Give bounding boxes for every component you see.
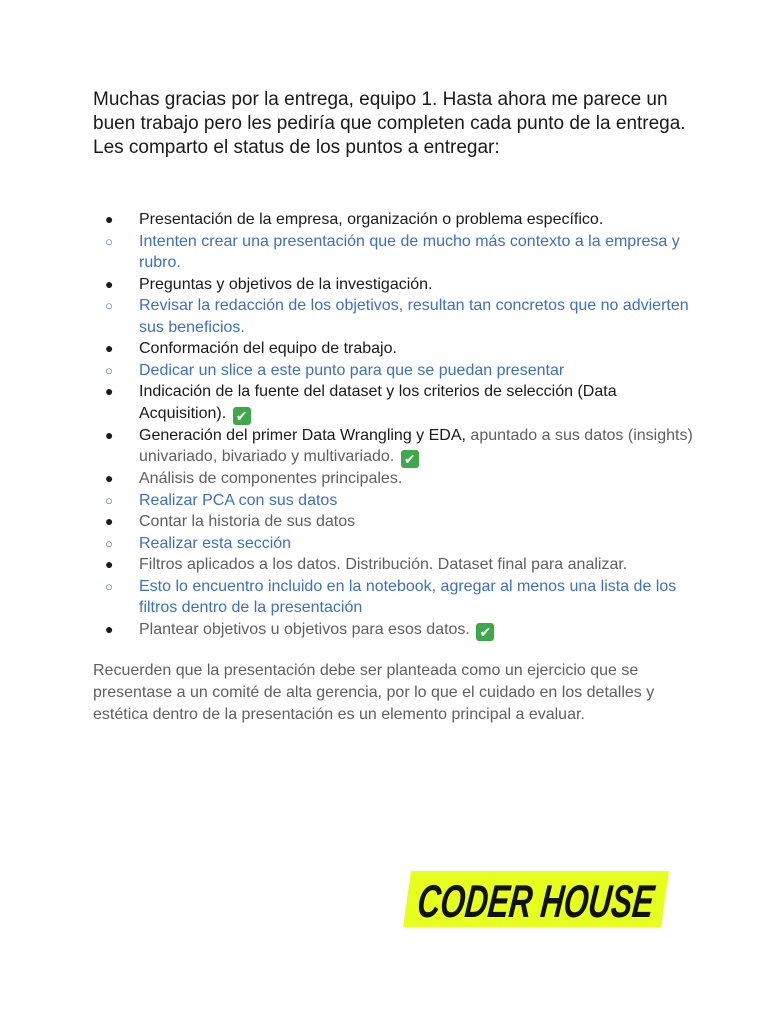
item-text: Generación del primer Data Wrangling y EDA, — [139, 426, 466, 444]
sub-item-text: Revisar la redacción de los objetivos, resultan tan concretos que no advierten sus beneficios. — [139, 297, 689, 336]
closing-paragraph: Recuerden que la presentación debe ser planteada como un ejercicio que se presentase a un comité de alta gerencia, por lo que el cuidado en los detalles y estética dentro de la presentación es un elemento principal a evaluar. — [93, 662, 655, 723]
sub-item-text: Realizar esta sección — [139, 534, 292, 552]
sub-item — [93, 533, 693, 555]
sub-item-text: Dedicar un slice a este punto para que se puedan presentar — [139, 361, 565, 379]
item-text-continued: apuntado a sus datos (insights) univariado, bivariado y multivariado. — [139, 426, 693, 465]
circle-bullet-icon: ○ — [105, 362, 113, 378]
list-item — [93, 511, 693, 554]
intro-paragraph: Muchas gracias por la entrega, equipo 1. Hasta ahora me parece un buen trabajo pero les pediría que completen cada punto de la entrega. — [93, 89, 686, 134]
list-item — [93, 381, 693, 425]
bullet-icon: ● — [105, 513, 114, 529]
item-text: Conformación del equipo de trabajo. — [139, 340, 397, 357]
list-item — [93, 554, 693, 619]
bullet-icon: ● — [105, 211, 114, 227]
list-item — [93, 209, 693, 274]
sub-item-text: Intenten crear una presentación que de mucho más contexto a la empresa y rubro. — [139, 232, 680, 271]
sub-item — [93, 490, 693, 512]
check-mark-icon: ✔ — [476, 623, 494, 641]
item-text: Análisis de componentes principales. — [139, 470, 403, 487]
sub-item — [93, 295, 693, 338]
check-mark-icon: ✔ — [233, 407, 251, 425]
item-text: Preguntas y objetivos de la investigación. — [139, 275, 433, 293]
bullet-icon: ● — [105, 383, 114, 399]
check-mark-icon: ✔ — [401, 450, 419, 468]
bullet-icon: ● — [105, 340, 114, 356]
bullet-icon: ● — [105, 620, 114, 637]
bullet-icon: ● — [105, 426, 114, 443]
logo-text: CODER HOUSE — [415, 875, 763, 927]
bullet-icon: ● — [105, 275, 114, 292]
bullet-icon: ● — [105, 556, 114, 572]
list-item — [93, 274, 693, 339]
circle-bullet-icon: ○ — [105, 492, 113, 508]
sub-item-text: Realizar PCA con sus datos — [139, 491, 338, 509]
list-item — [93, 468, 693, 511]
circle-bullet-icon: ○ — [105, 535, 113, 551]
item-text: Filtros aplicados a los datos. Distribución. Dataset final para analizar. — [139, 556, 628, 573]
bullet-icon: ● — [105, 470, 114, 486]
sub-item — [93, 360, 693, 382]
coder-house-logo — [403, 871, 763, 927]
list-item — [93, 425, 693, 469]
list-item — [93, 619, 693, 641]
intro-text — [93, 88, 713, 160]
deliverables-list — [93, 209, 693, 641]
sub-item — [93, 576, 693, 619]
intro-status-line: Les comparto el status de los puntos a entregar: — [93, 137, 500, 158]
circle-bullet-icon: ○ — [105, 233, 113, 249]
item-text: Plantear objetivos u objetivos para esos datos. — [139, 620, 470, 638]
sub-item — [93, 231, 693, 274]
item-text: Presentación de la empresa, organización o problema específico. — [139, 211, 604, 228]
circle-bullet-icon: ○ — [105, 578, 113, 594]
circle-bullet-icon: ○ — [105, 298, 113, 313]
sub-item-text: Esto lo encuentro incluido en la notebook, agregar al menos una lista de los filtros dentro de la presentación — [139, 577, 677, 616]
item-text: Indicación de la fuente del dataset y los criterios de selección (Data Acquisition). — [139, 383, 617, 422]
list-item — [93, 338, 693, 381]
item-text: Contar la historia de sus datos — [139, 513, 356, 530]
